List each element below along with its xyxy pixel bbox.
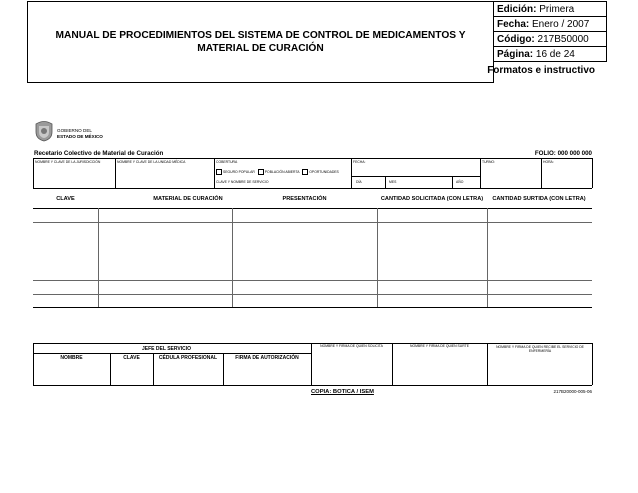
clave-label: CLAVE — [123, 355, 140, 361]
quien-recibe-label: NOMBRE Y FIRMA DE QUIEN RECIBE EL SERVICIO DE ENFERMERÍA — [496, 345, 584, 353]
code-label: Código: — [497, 34, 535, 45]
dia-label: DÍA — [356, 180, 362, 184]
copy-label: COPIA: BOTICA / ISEM — [311, 389, 374, 395]
date-cell — [493, 16, 607, 32]
col-solicitada-header: CANTIDAD SOLICITADA (CON LETRA) — [380, 196, 484, 202]
jefe-servicio-label: JEFE DEL SERVICIO — [142, 346, 191, 352]
page-cell — [493, 46, 607, 62]
oportunidades-label: OPORTUNIDADES — [309, 169, 339, 174]
folio: FOLIO: 000 000 000 — [534, 150, 592, 157]
col-clave-header: CLAVE — [56, 196, 75, 202]
logo-line-1: GOBIERNO DEL — [57, 128, 92, 133]
manual-title: MANUAL DE PROCEDIMIENTOS DEL SISTEMA DE CONTROL DE MEDICAMENTOS Y MATERIAL DE CURACIÓN — [55, 30, 466, 54]
form-title: Recetario Colectivo de Material de Curación — [34, 150, 164, 157]
edition-label: Edición: — [497, 4, 537, 15]
firma-autorizacion-label: FIRMA DE AUTORIZACIÓN — [235, 355, 299, 361]
quien-surte-label: NOMBRE Y FIRMA DE QUIEN SURTE — [410, 344, 469, 348]
turno-label: TURNO: — [482, 160, 495, 164]
section-title: Formatos e instructivo — [487, 65, 595, 76]
jurisdiccion-label: NOMBRE Y CLAVE DE LA JURISDICCIÓN — [35, 160, 101, 164]
cedula-label: CÉDULA PROFESIONAL — [158, 355, 218, 361]
fecha-label: FECHA: — [353, 160, 366, 164]
poblacion-abierta-label: POBLACIÓN ABIERTA — [264, 169, 300, 174]
quien-solicita-label: NOMBRE Y FIRMA DE QUIEN SOLICITA — [320, 344, 383, 348]
unidad-label: NOMBRE Y CLAVE DE LA UNIDAD MÉDICA — [117, 160, 186, 164]
anio-label: AÑO — [456, 180, 464, 184]
government-logo — [34, 118, 124, 148]
date-label: Fecha: — [497, 19, 530, 30]
col-material-header: MATERIAL DE CURACIÓN — [153, 196, 223, 202]
manual-title-cell — [27, 1, 494, 83]
date-value: Enero / 2007 — [532, 19, 590, 30]
cobertura-label: COBERTURA — [216, 160, 238, 164]
page-value: 16 de 24 — [535, 49, 575, 60]
oportunidades-checkbox[interactable] — [302, 169, 308, 175]
page-label: Página: — [497, 49, 534, 60]
code-value: 217B50000 — [537, 34, 589, 45]
form-code: 217B20000-005-06 — [553, 389, 592, 394]
clave-nombre-servicio-label: CLAVE Y NOMBRE DE SERVICIO — [216, 180, 269, 184]
col-surtida-header: CANTIDAD SURTIDA (CON LETRA) — [492, 196, 586, 202]
seguro-popular-checkbox[interactable] — [216, 169, 222, 175]
logo-line-2: ESTADO DE MÉXICO — [57, 134, 103, 139]
cobertura-options — [216, 169, 339, 175]
mes-label: MES — [389, 180, 397, 184]
nombre-label: NOMBRE — [60, 355, 83, 361]
header-box — [27, 1, 607, 83]
coat-of-arms-icon — [34, 120, 54, 142]
hora-label: HORA: — [543, 160, 554, 164]
poblacion-abierta-checkbox[interactable] — [258, 169, 264, 175]
edition-cell — [493, 1, 607, 17]
seguro-popular-label: SEGURO POPULAR — [223, 169, 255, 174]
col-presentacion-header: PRESENTACIÓN — [282, 196, 327, 202]
code-cell — [493, 31, 607, 47]
edition-value: Primera — [539, 4, 575, 15]
